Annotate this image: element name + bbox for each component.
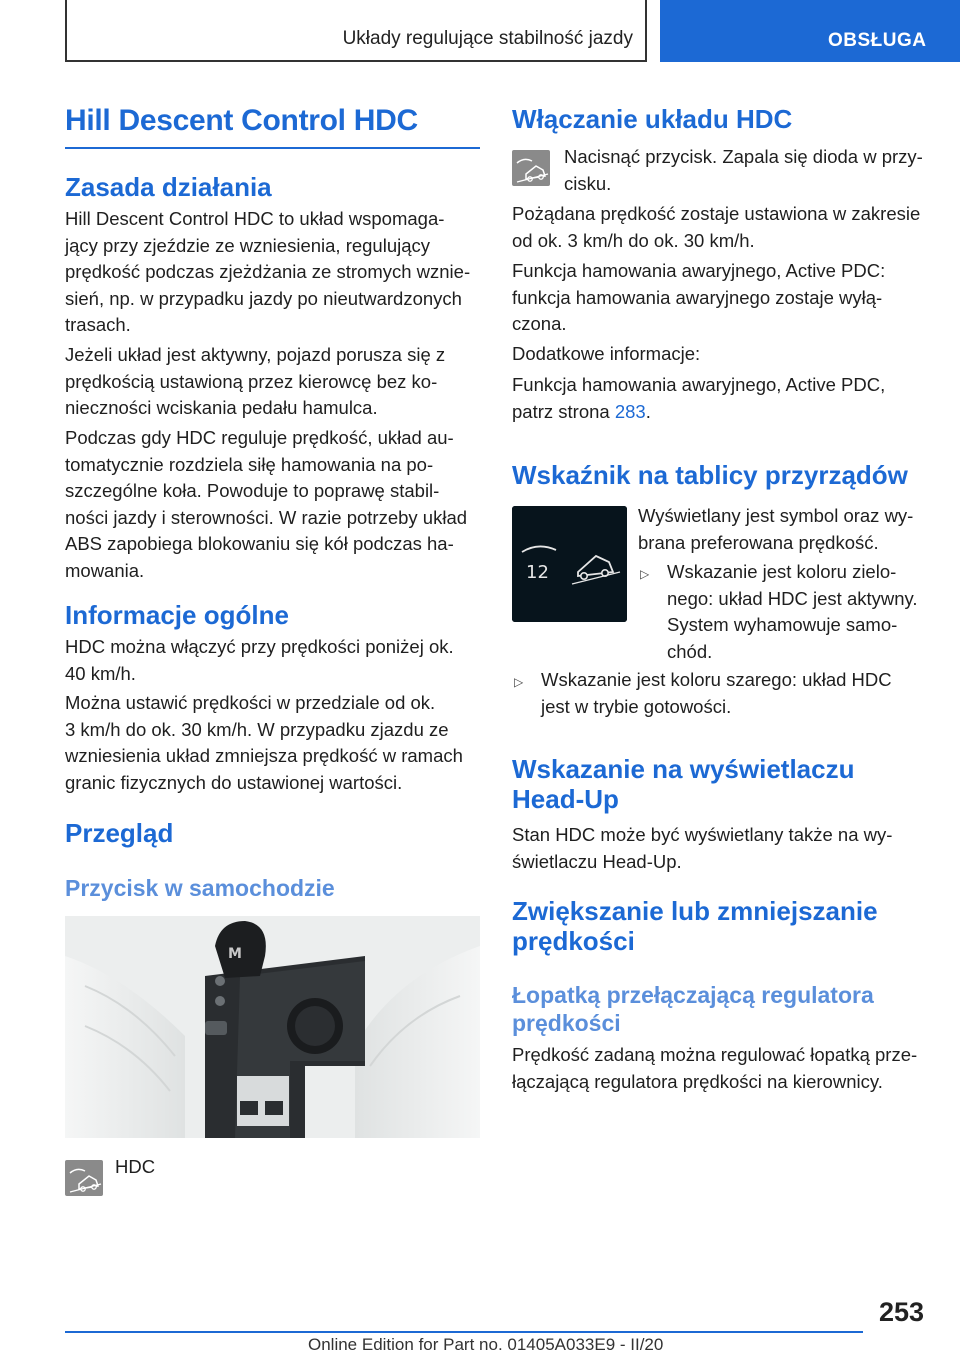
footer-rule [65, 1331, 863, 1333]
page-title: Hill Descent Control HDC [65, 104, 418, 137]
paragraph-informacje-1: HDC można włączyć przy prędkości poniżej ok. 40 km/h. [65, 636, 454, 684]
header-chapter-label: OBSŁUGA [828, 30, 927, 51]
hdc-icon-caption: HDC [115, 1156, 156, 1177]
paragraph-pozadana: Pożądana prędkość zostaje ustawiona w zakresie od ok. 3 km/h do ok. 30 km/h. [512, 203, 921, 251]
instrument-cluster-image [512, 506, 627, 622]
heading-informacje: Informacje ogólne [65, 600, 289, 630]
console-photo [65, 916, 480, 1138]
paragraph-funkcja-2: Funkcja hamowania awaryjnego, Active PDC, patrz strona 283. [512, 374, 886, 422]
paragraph-zasada-3: Podczas gdy HDC reguluje prędkość, układ au- tomatycznie rozdziela siłę hamowania na po- szczególne koła. Powoduje to poprawę stabil- ności jazdy i sterowności. W razie potrzeby układ ABS zapobiega blokowaniu się kół podczas ha- mowania. [65, 427, 468, 581]
paragraph-head-up: Stan HDC może być wyświetlany także na wy- świetlaczu Head-Up. [512, 824, 893, 872]
heading-zasada: Zasada działania [65, 172, 272, 202]
paragraph-wyswietlany: Wyświetlany jest symbol oraz wy- brana preferowana prędkość. [638, 505, 914, 553]
header-section-title: Układy regulujące stabilność jazdy [342, 28, 633, 49]
svg-text:M: M [228, 946, 242, 962]
paragraph-lopatka: Prędkość zadaną można regulować łopatką prze- łączającą regulatora prędkości na kierownicy. [512, 1044, 918, 1092]
hdc-button-icon [512, 150, 550, 186]
heading-wskaznik: Wskaźnik na tablicy przyrządów [512, 460, 908, 490]
page-link-283[interactable]: 283 [614, 400, 646, 422]
header-chapter-tab [660, 0, 960, 62]
title-rule [65, 147, 480, 149]
paragraph-zasada-1: Hill Descent Control HDC to układ wspomaga- jący przy zjeździe ze wzniesienia, regulujący prędkość podczas zjeżdżania ze stromych wznie- sień, np. w przypadku jazdy po nieutwardzonych trasach. [65, 208, 471, 335]
page-number: 253 [878, 1297, 924, 1327]
cluster-speed: 12 [526, 562, 549, 583]
paragraph-informacje-2: Można ustawić prędkości w przedziale od ok. 3 km/h do ok. 30 km/h. W przypadku zjazdu ze wzniesienia układ zmniejsza prędkość w ramach granic fizycznych do ustawionej wartości. [65, 692, 463, 793]
hdc-icon [65, 1160, 103, 1196]
heading-head-up: Wskazanie na wyświetlaczu Head-Up [512, 754, 855, 814]
subheading-przycisk: Przycisk w samochodzie [65, 875, 335, 901]
paragraph-nacisnac: Nacisnąć przycisk. Zapala się dioda w przy- cisku. [564, 146, 923, 194]
cluster-hdc-display [512, 506, 627, 622]
paragraph-dodatkowe: Dodatkowe informacje: [512, 343, 701, 364]
paragraph-zasada-2: Jeżeli układ jest aktywny, pojazd porusza się z prędkością ustawioną przez kierowcę bez ko- nieczności wciskania pedału hamulca. [65, 344, 446, 418]
bullet-green: Wskazanie jest koloru zielo- nego: układ HDC jest aktywny. System wyhamowuje samo- chód. [667, 561, 918, 662]
paragraph-funkcja-1: Funkcja hamowania awaryjnego, Active PDC: funkcja hamowania awaryjnego zostaje wyłą- czona. [512, 260, 886, 334]
hdc-car-downhill-icon [512, 150, 550, 186]
header-title-box [65, 0, 647, 62]
hdc-car-downhill-icon [65, 1160, 103, 1196]
bullet-icon: ▷ [514, 675, 524, 689]
bullet-icon: ▷ [640, 567, 650, 581]
heading-przeglad: Przegląd [65, 818, 174, 848]
console-illustration [65, 916, 480, 1138]
footer-edition: Online Edition for Part no. 01405A033E9 - II/20 [308, 1335, 664, 1354]
subheading-lopatka: Łopatką przełączającą regulatora prędkości [512, 982, 874, 1036]
heading-zwiekszanie: Zwiększanie lub zmniejszanie prędkości [512, 896, 878, 956]
bullet-grey: Wskazanie jest koloru szarego: układ HDC jest w trybie gotowości. [541, 669, 892, 717]
heading-wlaczanie: Włączanie układu HDC [512, 104, 793, 134]
